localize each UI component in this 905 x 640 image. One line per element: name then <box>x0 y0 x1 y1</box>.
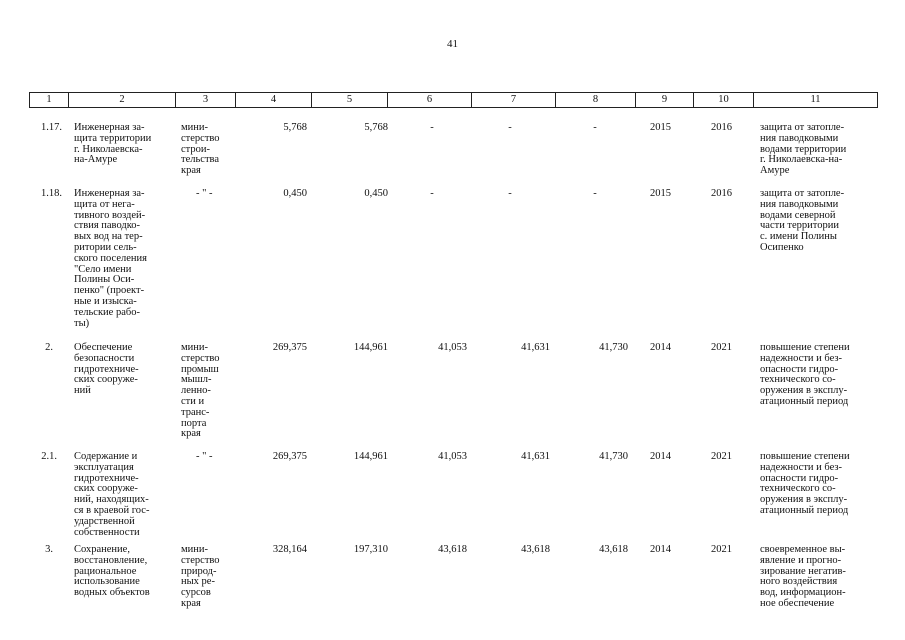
year2-amount: - <box>430 122 434 133</box>
expected-result: повышение степени надежности и без- опасности гидро- технического со- оружения в эксплу- атационный период <box>760 342 850 407</box>
year2-amount: - <box>430 188 434 199</box>
col-header-1: 1 <box>30 93 69 108</box>
year1-amount: 0,450 <box>364 188 388 199</box>
executor: - " - <box>196 451 213 462</box>
col-header-8: 8 <box>556 93 636 108</box>
year2-amount: 43,618 <box>438 544 467 555</box>
expected-result: защита от затопле- ния паводковыми водами северной части территории с. имени Полины Осипенко <box>760 188 845 253</box>
column-header-table <box>29 92 878 108</box>
measure-name: Инженерная за- щита от нега- тивного воздей- ствия паводко- вых вод на тер- ритории сель- ского поселения "Село имени Полины Оси- пенко" (проект- ные и изыска- тельские рабо- ты) <box>74 188 147 329</box>
total-amount: 328,164 <box>272 544 307 555</box>
measure-name: Обеспечение безопасности гидротехниче- ских сооруже- ний <box>74 342 139 397</box>
executor: - " - <box>196 188 213 199</box>
col-header-7: 7 <box>472 93 556 108</box>
year3-amount: 41,631 <box>521 342 550 353</box>
row-number: 2.1. <box>41 451 57 462</box>
expected-result: повышение степени надежности и без- опасности гидро- технического со- оружения в эксплу- атационный период <box>760 451 850 516</box>
executor: мини- стерство строи- тельства края <box>181 122 220 177</box>
start-year: 2014 <box>650 451 671 462</box>
total-amount: 5,768 <box>283 122 307 133</box>
end-year: 2016 <box>711 188 732 199</box>
year2-amount: 41,053 <box>438 451 467 462</box>
page-number: 41 <box>447 38 458 50</box>
year3-amount: - <box>508 188 512 199</box>
year4-amount: 43,618 <box>599 544 628 555</box>
year3-amount: 41,631 <box>521 451 550 462</box>
end-year: 2021 <box>711 451 732 462</box>
start-year: 2015 <box>650 188 671 199</box>
col-header-4: 4 <box>236 93 312 108</box>
executor: мини- стерство промыш мышл- ленно- сти и транс- порта края <box>181 342 220 440</box>
col-header-9: 9 <box>636 93 694 108</box>
year4-amount: 41,730 <box>599 451 628 462</box>
year3-amount: - <box>508 122 512 133</box>
col-header-11: 11 <box>754 93 878 108</box>
year1-amount: 144,961 <box>353 451 388 462</box>
end-year: 2016 <box>711 122 732 133</box>
year1-amount: 197,310 <box>353 544 388 555</box>
end-year: 2021 <box>711 342 732 353</box>
col-header-5: 5 <box>312 93 388 108</box>
start-year: 2014 <box>650 544 671 555</box>
executor: мини- стерство природ- ных ре- сурсов края <box>181 544 220 609</box>
start-year: 2015 <box>650 122 671 133</box>
column-number-row <box>30 93 878 108</box>
measure-name: Содержание и эксплуатация гидротехниче- ских сооруже- ний, находящих- ся в краевой гос- ударственной собственности <box>74 451 150 538</box>
total-amount: 0,450 <box>283 188 307 199</box>
year1-amount: 5,768 <box>364 122 388 133</box>
row-number: 1.18. <box>41 188 62 199</box>
measure-name: Инженерная за- щита территории г. Николаевска- на-Амуре <box>74 122 152 166</box>
total-amount: 269,375 <box>272 451 307 462</box>
col-header-2: 2 <box>69 93 176 108</box>
start-year: 2014 <box>650 342 671 353</box>
year3-amount: 43,618 <box>521 544 550 555</box>
measure-name: Сохранение, восстановление, рациональное использование водных объектов <box>74 544 150 599</box>
expected-result: защита от затопле- ния паводковыми водами территории г. Николаевска-на- Амуре <box>760 122 847 177</box>
year2-amount: 41,053 <box>438 342 467 353</box>
year4-amount: - <box>593 122 597 133</box>
row-number: 1.17. <box>41 122 62 133</box>
total-amount: 269,375 <box>272 342 307 353</box>
row-number: 2. <box>45 342 53 353</box>
end-year: 2021 <box>711 544 732 555</box>
col-header-3: 3 <box>176 93 236 108</box>
year4-amount: 41,730 <box>599 342 628 353</box>
year1-amount: 144,961 <box>353 342 388 353</box>
year4-amount: - <box>593 188 597 199</box>
row-number: 3. <box>45 544 53 555</box>
expected-result: своевременное вы- явление и прогно- зирование негатив- ного воздействия вод, информацион- ное обеспечение <box>760 544 846 609</box>
col-header-6: 6 <box>388 93 472 108</box>
col-header-10: 10 <box>694 93 754 108</box>
